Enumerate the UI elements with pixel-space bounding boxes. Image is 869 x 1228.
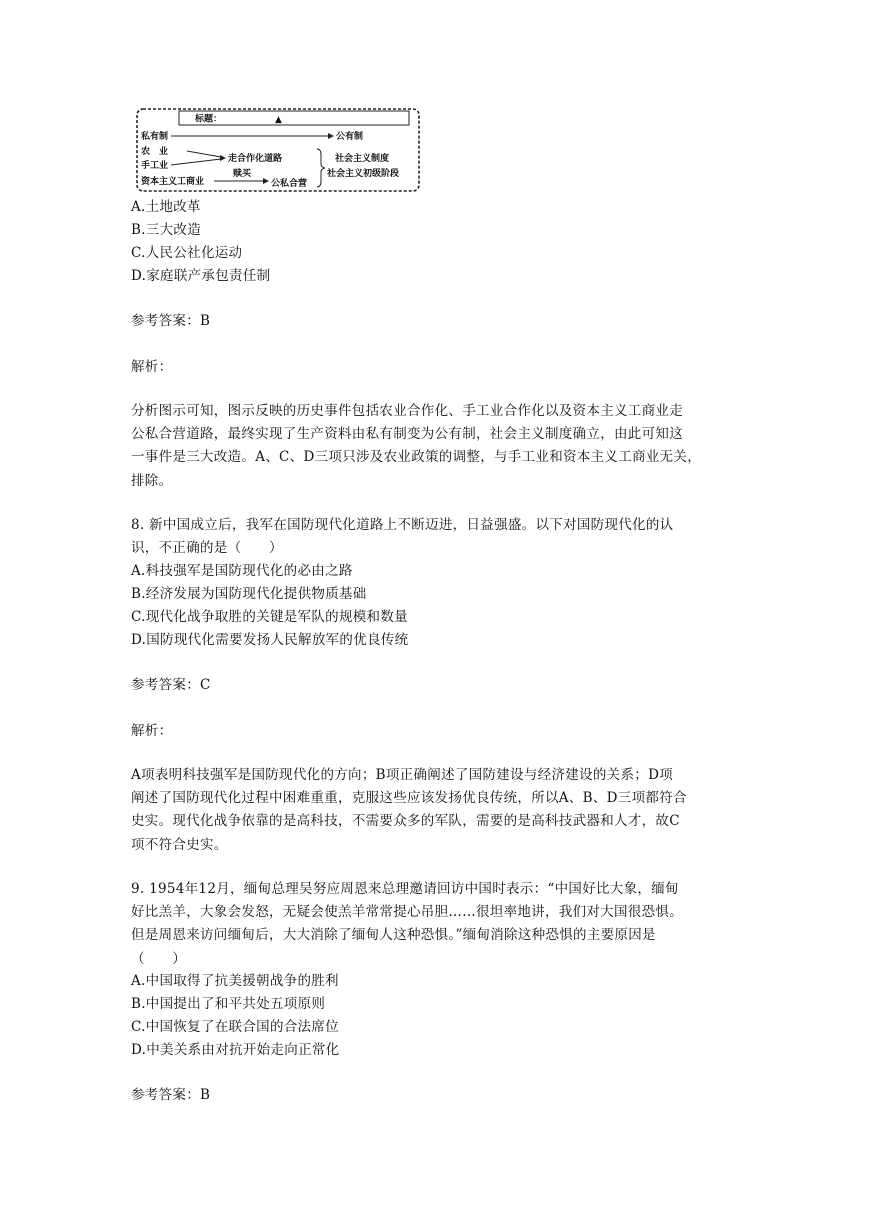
q8-analysis <box>131 764 743 857</box>
diagram-title-marker: ▲ <box>275 115 282 125</box>
q8-answer: 参考答案：C <box>131 677 211 693</box>
q9-stem-line: （ ） <box>131 950 187 967</box>
q8-option-a: A.科技强军是国防现代化的必由之路 <box>131 563 353 579</box>
q8-analysis-line: 阐述了国防现代化过程中困难重重，克服这些应该发扬优良传统，所以A、B、D三项都符合 <box>131 790 687 807</box>
diagram-agriculture: 农 业 <box>141 147 169 157</box>
q7-option-b: B.三大改造 <box>131 222 202 238</box>
diagram-private-ownership: 私有制 <box>141 132 169 142</box>
diagram-svg <box>135 106 423 196</box>
q7-analysis-line: 排除。 <box>131 472 173 489</box>
q8-analysis-line: 史实。现代化战争依靠的是高科技，不需要众多的军队，需要的是高科技武器和人才，故C <box>131 813 680 830</box>
q7-option-d: D.家庭联产承包责任制 <box>131 268 271 284</box>
q9-option-c: C.中国恢复了在联合国的合法席位 <box>131 1019 339 1035</box>
diagram-brace <box>317 149 325 187</box>
q9-stem-line: 但是周恩来访问缅甸后，大大消除了缅甸人这种恐惧。”缅甸消除这种恐惧的主要原因是 <box>131 927 656 944</box>
diagram-title-label: 标题： <box>195 114 223 125</box>
q8-analysis-line: A项表明科技强军是国防现代化的方向；B项正确阐述了国防建设与经济建设的关系；D项 <box>131 767 673 783</box>
q7-option-a: A.土地改革 <box>131 199 201 215</box>
diagram-coop-road: 走合作化道路 <box>228 154 283 164</box>
q7-analysis-line: 一事件是三大改造。A、C、D三项只涉及农业政策的调整，与手工业和资本主义工商业无关， <box>131 449 702 466</box>
q7-analysis-line: 公私合营道路，最终实现了生产资料由私有制变为公有制，社会主义制度确立，由此可知这 <box>131 426 683 443</box>
diagram-joint-venture: 公私合营 <box>271 179 308 189</box>
q7-answer: 参考答案：B <box>131 313 211 329</box>
q7-analysis <box>131 400 743 493</box>
diagram-handicraft: 手工业 <box>141 161 169 171</box>
q7-analysis-label: 解析： <box>131 359 173 375</box>
q9-stem-line: 好比羔羊，大象会发怒，无疑会使羔羊常常提心吊胆……很坦率地讲，我们对大国很恐惧。 <box>131 904 683 921</box>
q8-analysis-line: 项不符合史实。 <box>131 836 228 853</box>
q8-option-d: D.国防现代化需要发扬人民解放军的优良传统 <box>131 632 409 648</box>
q9-stem <box>131 878 743 971</box>
diagram-capitalist: 资本主义工商业 <box>141 177 205 187</box>
diagram-arrowhead <box>263 178 269 184</box>
q8-stem-line: 8. 新中国成立后，我军在国防现代化道路上不断迈进，日益强盛。以下对国防现代化的认 <box>131 517 674 533</box>
q7-option-c: C.人民公社化运动 <box>131 245 243 261</box>
diagram-redeem: 赎买 <box>233 169 252 179</box>
q8-option-b: B.经济发展为国防现代化提供物质基础 <box>131 586 367 602</box>
q9-stem-line: 9. 1954年12月，缅甸总理吴努应周恩来总理邀请回访中国时表示：“中国好比大象，缅甸 <box>131 881 679 897</box>
diagram-primary-stage: 社会主义初级阶段 <box>327 169 400 179</box>
q8-option-c: C.现代化战争取胜的关键是军队的规模和数量 <box>131 609 408 625</box>
q7-analysis-line: 分析图示可知，图示反映的历史事件包括农业合作化、手工业合作化以及资本主义工商业走 <box>131 403 683 419</box>
q9-option-a: A.中国取得了抗美援朝战争的胜利 <box>131 973 339 989</box>
q8-analysis-label: 解析： <box>131 723 173 739</box>
diagram-public-ownership: 公有制 <box>336 132 364 142</box>
diagram-arrowhead <box>220 155 226 161</box>
q8-stem <box>131 514 743 560</box>
diagram-arrow-agri <box>187 151 221 157</box>
diagram-socialist-system: 社会主义制度 <box>335 154 390 164</box>
q9-answer: 参考答案：B <box>131 1087 211 1103</box>
q9-option-d: D.中美关系由对抗开始走向正常化 <box>131 1042 340 1058</box>
history-diagram <box>135 106 423 196</box>
diagram-arrow-handicraft <box>171 159 221 165</box>
q9-option-b: B.中国提出了和平共处五项原则 <box>131 996 326 1012</box>
q8-stem-line: 识，不正确的是（ ） <box>131 540 283 557</box>
diagram-arrowhead <box>328 133 334 139</box>
